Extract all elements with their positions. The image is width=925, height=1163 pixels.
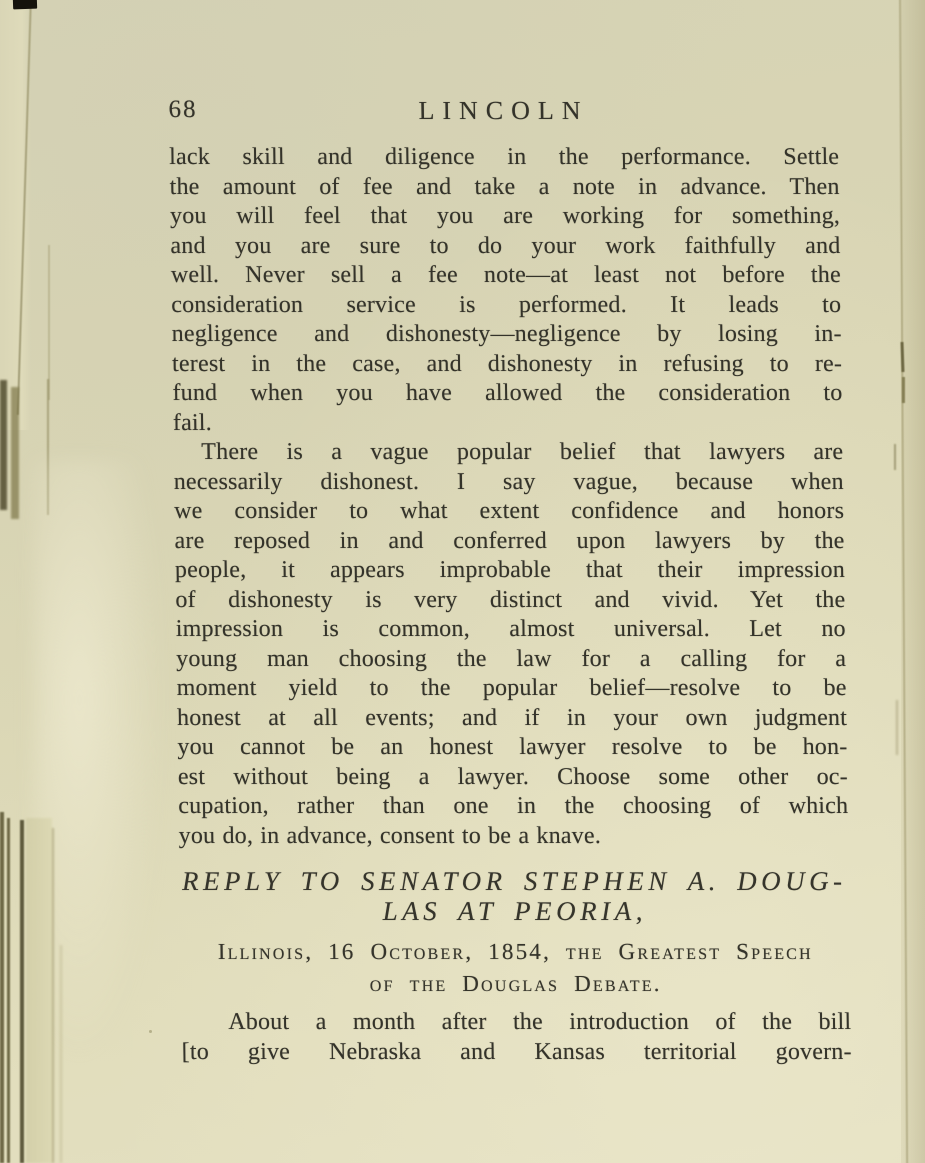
page-edge-line-bottom: [7, 818, 10, 1163]
paragraph-fee-advice: [169, 143, 843, 438]
text-line: consideration service is performed. It leads to: [171, 291, 842, 318]
section-subheading: [180, 936, 851, 1000]
paragraph-peoria-intro: [181, 1008, 852, 1067]
text-line: are reposed in and conferred upon lawyers by the: [174, 527, 845, 554]
paragraph-lawyers-honesty: [173, 438, 849, 851]
text-line: young man choosing the law for a calling for a: [176, 645, 847, 672]
text-line: est without being a lawyer. Choose some other oc-: [177, 763, 849, 790]
running-head: LINCOLN: [418, 96, 589, 125]
page-edge-line-bottom: [0, 812, 4, 1163]
text-line: impression is common, almost universal. Let no: [175, 616, 846, 642]
text-line: There is a vague popular belief that lawyers are: [201, 439, 844, 465]
section-heading: [179, 866, 850, 926]
page-number: 68: [168, 96, 198, 123]
text-line: well. Never sell a fee note—at least not before the: [170, 262, 842, 288]
text-line: and you are sure to do your work faithfully and: [170, 232, 841, 259]
section-subheading-line-1: Illinois, 16 October, 1854, the Greatest Speech: [217, 939, 813, 964]
section-subheading-line-2: of the Douglas Debate.: [369, 971, 662, 996]
text-line: you do, in advance, consent to be a knave.: [178, 822, 602, 849]
text-line: moment yield to the popular belief—resolve to be: [176, 675, 847, 701]
text-line: fail.: [172, 409, 213, 436]
text-line: people, it appears improbable that their impression: [174, 557, 846, 583]
text-line: negligence and dishonesty—negligence by losing in-: [171, 321, 842, 347]
section-heading-line-1: REPLY TO SENATOR STEPHEN A. DOUG-: [181, 866, 847, 896]
text-line: of dishonesty is very distinct and vivid. Yet the: [175, 586, 846, 613]
body-text-block: [169, 143, 849, 851]
text-line: lack skill and diligence in the performance. Settle: [169, 144, 840, 170]
text-line: you cannot be an honest lawyer resolve to be hon-: [177, 734, 848, 760]
text-line: terest in the case, and dishonesty in refusing to re-: [171, 350, 843, 377]
text-line: honest at all events; and if in your own judgment: [176, 704, 848, 731]
section-heading-line-2: LAS AT PEORIA,: [382, 896, 648, 926]
text-line: About a month after the introduction of the bill: [228, 1009, 852, 1035]
page-header: [168, 96, 838, 130]
text-line: cupation, rather than one in the choosing of which: [178, 793, 849, 819]
text-line: necessarily dishonest. I say vague, because when: [173, 468, 844, 495]
text-line: fund when you have allowed the consideration to: [172, 380, 843, 406]
text-line: [to give Nebraska and Kansas territorial govern-: [181, 1038, 852, 1065]
text-line: the amount of fee and take a note in advance. Then: [169, 173, 840, 200]
text-line: we consider to what extent confidence and honors: [173, 498, 845, 524]
text-line: you will feel that you are working for something,: [169, 203, 841, 229]
